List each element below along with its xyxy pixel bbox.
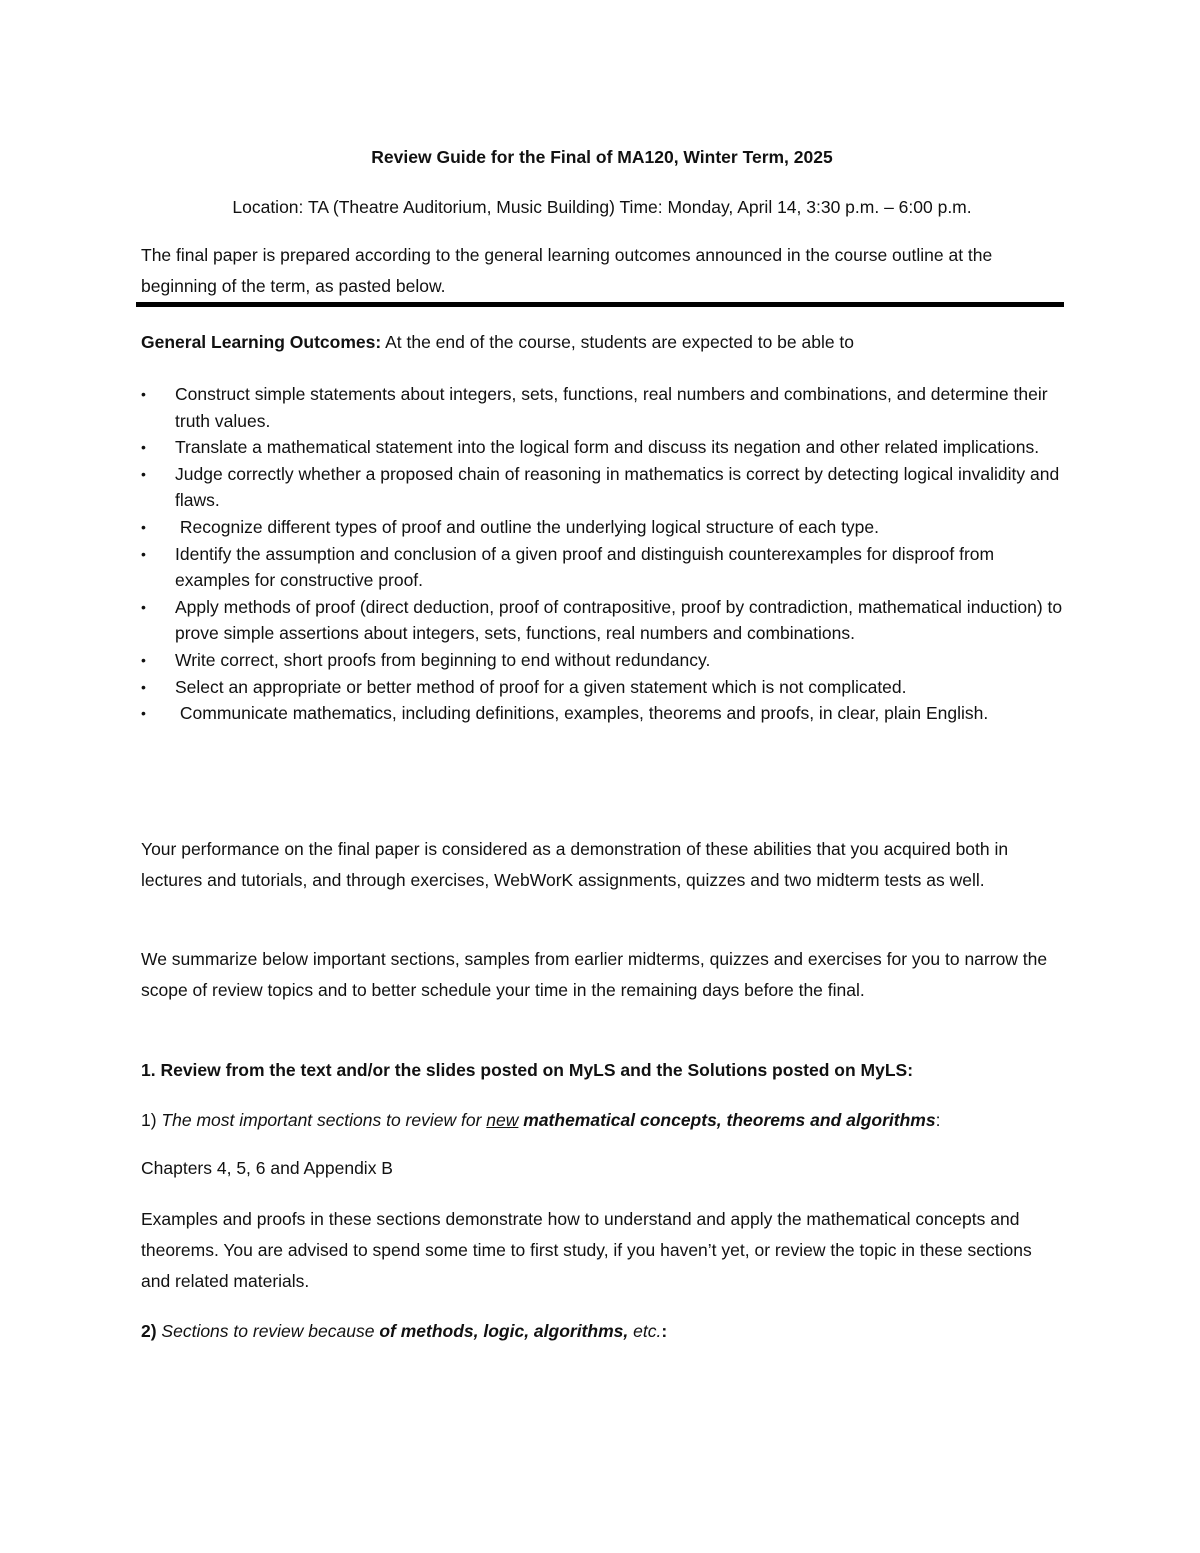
list-item — [141, 434, 1063, 461]
bullet-icon: • — [141, 651, 146, 668]
item-italic-text: The most important sections to review for — [156, 1110, 487, 1130]
bullet-icon: • — [141, 439, 146, 456]
outcomes-intro-text: At the end of the course, students are expected to be able to — [381, 332, 855, 352]
learning-outcomes-list — [141, 381, 1063, 727]
list-item — [141, 700, 1063, 727]
list-item — [141, 674, 1063, 701]
examples-paragraph: Examples and proofs in these sections demonstrate how to understand and apply the mathematical concepts and theorems. You are advised to spend some time to first study, if you haven’t yet, or review the topic in these sections and related materials. — [141, 1209, 1032, 1291]
outcome-text: Construct simple statements about integers, sets, functions, real numbers and combinations, and determine their truth values. — [175, 384, 1048, 431]
outcome-text: Communicate mathematics, including definitions, examples, theorems and proofs, in clear, plain English. — [175, 703, 989, 724]
document-page — [141, 0, 1063, 1553]
location-time-line: Location: TA (Theatre Auditorium, Music Building) Time: Monday, April 14, 3:30 p.m. – 6:00 p.m. — [232, 197, 972, 217]
performance-paragraph: Your performance on the final paper is considered as a demonstration of these abilities that you acquired both in lectures and tutorials, and through exercises, WebWorK assignments, quizzes and two midterm tests as well. — [141, 839, 1009, 890]
intro-paragraph: The final paper is prepared according to the general learning outcomes announced in the course outline at the beginning of the term, as pasted below. — [141, 245, 993, 296]
item-number: 1) — [141, 1110, 157, 1130]
bullet-icon: • — [141, 465, 146, 482]
review-item-1 — [141, 1107, 1063, 1133]
outcome-text: Recognize different types of proof and outline the underlying logical structure of each type. — [175, 516, 880, 537]
list-item — [141, 461, 1063, 514]
summary-paragraph: We summarize below important sections, samples from earlier midterms, quizzes and exercises for you to narrow the scope of review topics and to better schedule your time in the remaining days before the final. — [141, 949, 1048, 1000]
section-1-heading: 1. Review from the text and/or the slides posted on MyLS and the Solutions posted on MyLS: — [141, 1060, 914, 1080]
bullet-icon: • — [141, 678, 146, 695]
review-item-2 — [141, 1318, 1063, 1344]
chapters-line: Chapters 4, 5, 6 and Appendix B — [141, 1158, 393, 1178]
item-italic-suffix: etc. — [628, 1321, 662, 1341]
bullet-icon: • — [141, 386, 146, 402]
horizontal-divider — [136, 302, 1064, 307]
bullet-icon: • — [141, 598, 146, 615]
bullet-icon: • — [141, 518, 146, 535]
item-italic-text: Sections to review because — [156, 1321, 380, 1341]
item-bold-italic-text: of methods, logic, algorithms, — [379, 1321, 629, 1341]
outcome-text: Judge correctly whether a proposed chain of reasoning in mathematics is correct by detecting logical invalidity and flaws. — [175, 463, 1060, 511]
list-item — [141, 514, 1063, 541]
document-title: Review Guide for the Final of MA120, Winter Term, 2025 — [371, 147, 833, 167]
item-suffix: : — [661, 1321, 668, 1341]
outcomes-heading: General Learning Outcomes: — [141, 332, 382, 352]
outcome-text: Select an appropriate or better method of proof for a given statement which is not complicated. — [175, 676, 907, 697]
list-item — [141, 541, 1063, 594]
list-item — [141, 381, 1063, 434]
outcomes-intro-line — [141, 329, 1063, 355]
bullet-icon: • — [141, 545, 146, 562]
bullet-icon: • — [141, 705, 146, 722]
outcome-text: Translate a mathematical statement into the logical form and discuss its negation and other related implications. — [175, 437, 1040, 458]
list-item — [141, 594, 1063, 647]
item-bold-italic-text: mathematical concepts, theorems and algorithms — [518, 1110, 936, 1130]
outcome-text: Apply methods of proof (direct deduction, proof of contrapositive, proof by contradiction, mathematical induction) to prove simple assertions about integers, sets, functions, real numbers and combinations. — [175, 596, 1063, 644]
list-item — [141, 647, 1063, 674]
outcome-text: Write correct, short proofs from beginning to end without redundancy. — [175, 649, 711, 670]
item-number: 2) — [141, 1321, 157, 1341]
item-suffix: : — [935, 1110, 941, 1130]
item-underlined-text: new — [486, 1110, 519, 1130]
outcome-text: Identify the assumption and conclusion of a given proof and distinguish counterexamples for disproof from examples for constructive proof. — [175, 543, 995, 591]
